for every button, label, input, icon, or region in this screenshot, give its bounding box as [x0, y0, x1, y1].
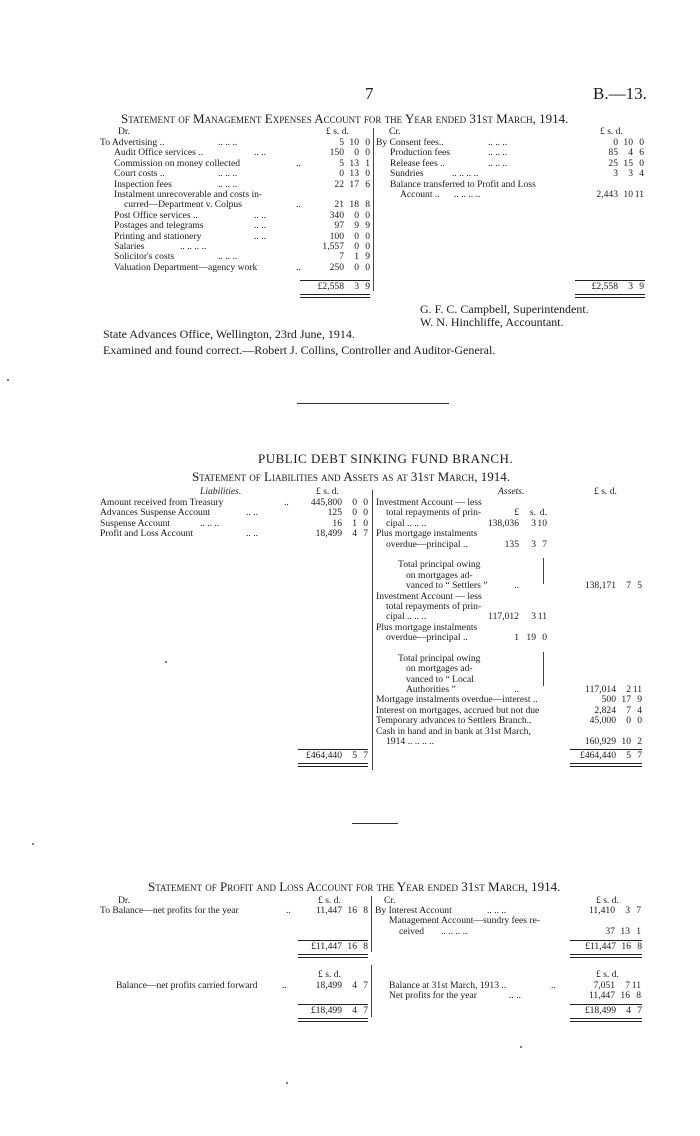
mgmt-cr-total: £2,558 3 9 — [591, 281, 644, 292]
pl-dr-table-2 — [116, 981, 370, 991]
mgmt-dr-table — [100, 138, 372, 273]
asset-shillings: 17 — [621, 694, 631, 706]
asset-text: on mortgages ad- — [406, 569, 473, 581]
asset-shillings: 7 — [626, 580, 631, 592]
pl-cr-label: Cr. — [384, 895, 396, 906]
signature-superintendent: G. F. C. Campbell, Superintendent. — [420, 302, 589, 316]
pl-cr-lsd-header-2: £ s. d. — [596, 969, 619, 980]
asset-inner-pounds: 117,012 — [488, 611, 519, 623]
mgmt-cr-table — [376, 138, 646, 200]
liability-row: Advances Suspense Account .. .. 125 0 0 — [100, 507, 368, 519]
mgmt-dr-row: Court costs .. .. .. .. 0 13 0 — [114, 168, 370, 180]
asset-pounds: 45,000 — [589, 715, 616, 727]
mgmt-dr-row: Post Office services .. .. .. 340 0 0 — [114, 209, 370, 221]
assets-lsd-header: £ s. d. — [594, 486, 617, 497]
document-reference: B.—13. — [593, 84, 647, 103]
mgmt-cr-label: Cr. — [389, 126, 401, 137]
mgmt-cr-double-rule — [575, 294, 645, 298]
asset-text: Mortgage instalments overdue—interest .. — [376, 694, 538, 706]
mgmt-cr-row: Release fees .. .. .. .. 25 15 0 — [390, 157, 644, 169]
asset-inner-pence: 10 — [537, 517, 547, 529]
pl-column-divider — [371, 896, 372, 952]
mgmt-dr-row: Salaries .. .. .. .. 1,557 0 0 — [114, 240, 370, 252]
asset-pence: 4 — [637, 704, 642, 716]
mgmt-statement-title: Statement of Management Expenses Account for the Year ended 31st March, 1914. — [121, 111, 569, 126]
asset-text: overdue—principal .. — [386, 632, 468, 644]
liability-row: Suspense Account .. .. .. 16 1 0 — [100, 517, 368, 529]
pl-dr-row: Balance—net profits carried forward .. 18,499 4 7 — [116, 980, 368, 991]
asset-text: cipal .. .. .. — [386, 611, 427, 623]
asset-shillings: 2 — [626, 684, 631, 696]
asset-text: 1914 .. .. .. .. — [386, 735, 434, 747]
asset-text: Authorities ” — [406, 684, 456, 696]
margin-mark — [165, 661, 167, 663]
asset-inner-pence: d. — [539, 507, 547, 519]
asset-pounds: 117,014 — [585, 684, 616, 696]
mgmt-dr-lsd-header: £ s. d. — [326, 126, 349, 137]
asset-pounds: 500 — [601, 694, 616, 706]
liabilities-total: £464,440 5 7 — [306, 750, 368, 761]
pl-dr-total1: £11,447 16 8 — [311, 941, 368, 952]
asset-inner-pence: 7 — [542, 538, 547, 550]
asset-row — [376, 581, 644, 591]
asset-inner-pounds: 135 — [504, 538, 519, 550]
pl-dr-lsd-header-2: £ s. d. — [318, 969, 341, 980]
mgmt-cr-row: By Consent fees.. .. .. .. 0 10 0 — [376, 137, 644, 148]
asset-shillings: 10 — [621, 735, 631, 747]
pl-total2-double-cr — [570, 1018, 642, 1022]
asset-pence: 2 — [637, 735, 642, 747]
mgmt-cr-lsd-header: £ s. d. — [600, 126, 623, 137]
asset-inner-pounds: 138,036 — [487, 517, 519, 529]
pl-dr-table — [100, 906, 370, 916]
liability-row: Profit and Loss Account .. .. 18,499 4 7 — [100, 528, 368, 540]
asset-pence: 5 — [637, 580, 642, 592]
margin-mark — [286, 1082, 288, 1084]
asset-text: cipal .. .. .. — [386, 517, 427, 529]
asset-inner-pence: 0 — [542, 632, 547, 644]
pl-column-divider-2 — [371, 965, 372, 1017]
mgmt-dr-row: Valuation Department—agency work .. 250 0 0 — [114, 261, 370, 273]
pl-total1-double-cr — [570, 954, 642, 958]
mgmt-column-divider — [373, 128, 374, 291]
profit-loss-title: Statement of Profit and Loss Account for the Year ended 31st March, 1914. — [148, 879, 561, 894]
mgmt-cr-row: Account .. .. .. .. .. 2,443 10 11 — [400, 188, 644, 200]
pl-total2-double-dr — [298, 1018, 368, 1022]
mgmt-cr-row: Balance transferred to Profit and Loss — [390, 178, 536, 190]
assets-inner-divider-1 — [543, 558, 544, 584]
margin-mark — [7, 379, 9, 381]
asset-pence: 9 — [637, 694, 642, 706]
examined-line: Examined and found correct.—Robert J. Collins, Controller and Auditor-General. — [103, 343, 496, 357]
asset-text: Total principal owing — [398, 559, 481, 571]
asset-shillings: 7 — [626, 704, 631, 716]
asset-inner-pounds: £ — [514, 507, 519, 519]
asset-text: total repayments of prin- — [386, 507, 482, 519]
mgmt-dr-row: To Advertising .. .. .. .. 5 10 0 — [100, 137, 370, 148]
asset-inner-shillings: 3 — [531, 538, 536, 550]
asset-row — [376, 737, 644, 747]
asset-row — [376, 633, 644, 643]
asset-text: Cash in hand and in bank at 31st March, — [376, 725, 531, 737]
asset-shillings: 0 — [626, 715, 631, 727]
section-separator — [352, 823, 398, 824]
pl-dr-total2: £18,499 4 7 — [310, 1005, 368, 1016]
pl-cr-total2: £18,499 4 7 — [584, 1005, 642, 1016]
pl-dr-lsd-header: £ s. d. — [318, 895, 341, 906]
asset-text: Investment Account — less — [376, 497, 482, 508]
pl-cr-row: Balance at 31st March, 1913 .. .. 7,051 7 11 — [389, 980, 641, 991]
assets-total: £464,440 5 7 — [580, 750, 642, 761]
mgmt-dr-row: Solicitor's costs .. .. .. 7 1 9 — [114, 251, 370, 263]
asset-pounds: 160,929 — [584, 735, 616, 747]
asset-double-rule — [570, 763, 642, 767]
signature-accountant: W. N. Hinchliffe, Accountant. — [420, 315, 564, 329]
asset-pounds: 138,171 — [584, 580, 616, 592]
asset-inner-shillings: 3 — [531, 611, 536, 623]
pl-dr-row: To Balance—net profits for the year .. 11,447 16 8 — [100, 905, 368, 916]
pl-cr-row: Net profits for the year .. .. 11,447 16 8 — [389, 990, 641, 1002]
mgmt-dr-label: Dr. — [118, 126, 130, 137]
asset-inner-pounds: .. — [514, 580, 519, 592]
asset-pence: 11 — [632, 684, 642, 696]
pl-cr-row: Management Account—sundry fees re- — [389, 915, 541, 927]
mgmt-dr-row: curred—Department v. Colpus .. 21 18 8 — [124, 199, 370, 211]
pl-cr-table-2 — [389, 981, 643, 1002]
liabilities-table — [100, 498, 370, 540]
asset-inner-shillings: 3 — [531, 517, 536, 529]
asset-text: overdue—principal .. — [386, 538, 468, 550]
margin-mark — [32, 843, 34, 845]
pl-cr-total1: £11,447 16 8 — [585, 941, 642, 952]
asset-inner-shillings: s. — [529, 507, 536, 519]
liab-double-rule — [298, 763, 368, 767]
asset-pounds: 2,824 — [594, 704, 616, 716]
pl-cr-row: ceived .. .. .. .. 37 13 1 — [399, 925, 641, 937]
pl-cr-lsd-header: £ s. d. — [596, 895, 619, 906]
pl-total1-double-dr — [298, 954, 368, 958]
branch-heading: PUBLIC DEBT SINKING FUND BRANCH. — [258, 451, 514, 466]
asset-pence: 0 — [637, 715, 642, 727]
asset-inner-shillings: 19 — [526, 632, 536, 644]
asset-text: vanced to “ Settlers ” — [406, 580, 488, 592]
mgmt-dr-row: Printing and stationery .. .. 100 0 0 — [114, 230, 370, 242]
mgmt-dr-row: Inspection fees .. .. .. 22 17 6 — [114, 178, 370, 190]
sinking-column-divider — [372, 490, 373, 770]
page-number: 7 — [365, 84, 374, 103]
asset-inner-pence: 11 — [537, 611, 547, 623]
liabilities-assets-title: Statement of Liabilities and Assets as at 31st March, 1914. — [192, 469, 510, 484]
mgmt-dr-total: £2,558 3 9 — [317, 281, 370, 292]
mgmt-cr-row: Sundries .. .. .. .. 3 3 4 — [390, 168, 644, 180]
mgmt-dr-row: Audit Office services .. .. .. 150 0 0 — [114, 147, 370, 159]
pl-cr-row: By Interest Account .. .. .. 11,410 3 7 — [375, 905, 641, 916]
asset-inner-pounds: 1 — [514, 632, 519, 644]
mgmt-dr-row: Instalment unrecoverable and costs in- — [114, 188, 263, 200]
margin-mark — [520, 1046, 522, 1048]
assets-table — [376, 498, 644, 747]
asset-text: on mortgages ad- — [406, 663, 473, 675]
asset-inner-pounds: .. — [514, 684, 519, 696]
asset-text: Investment Account — less — [376, 590, 482, 602]
asset-text: Plus mortgage instalments — [376, 621, 478, 633]
asset-text: vanced to “ Local — [406, 673, 474, 685]
assets-inner-divider-2 — [543, 652, 544, 686]
asset-text: total repayments of prin- — [386, 600, 482, 612]
mgmt-dr-row: Postages and telegrams .. .. 97 9 9 — [114, 220, 370, 232]
mgmt-dr-double-rule — [300, 294, 370, 298]
office-date-line: State Advances Office, Wellington, 23rd June, 1914. — [103, 327, 355, 341]
mgmt-dr-row: Commission on money collected .. 5 13 1 — [114, 157, 370, 169]
asset-text: Temporary advances to Settlers Branch.. — [376, 715, 532, 727]
liability-row: Amount received from Treasury .. 445,800 0 0 — [100, 497, 368, 508]
liabilities-label: Liabilities. — [200, 486, 242, 497]
pl-dr-label: Dr. — [118, 895, 130, 906]
asset-text: Total principal owing — [398, 652, 481, 664]
asset-row — [376, 529, 644, 539]
pl-cr-table — [375, 906, 643, 937]
mgmt-cr-row: Production fees .. .. .. 85 4 6 — [390, 147, 644, 159]
asset-row — [376, 540, 644, 550]
asset-text: Interest on mortgages, accrued but not due — [376, 704, 540, 716]
assets-label: Assets. — [498, 486, 525, 497]
liabilities-lsd-header: £ s. d. — [316, 486, 339, 497]
section-separator — [297, 403, 449, 404]
asset-text: Plus mortgage instalments — [376, 528, 478, 540]
